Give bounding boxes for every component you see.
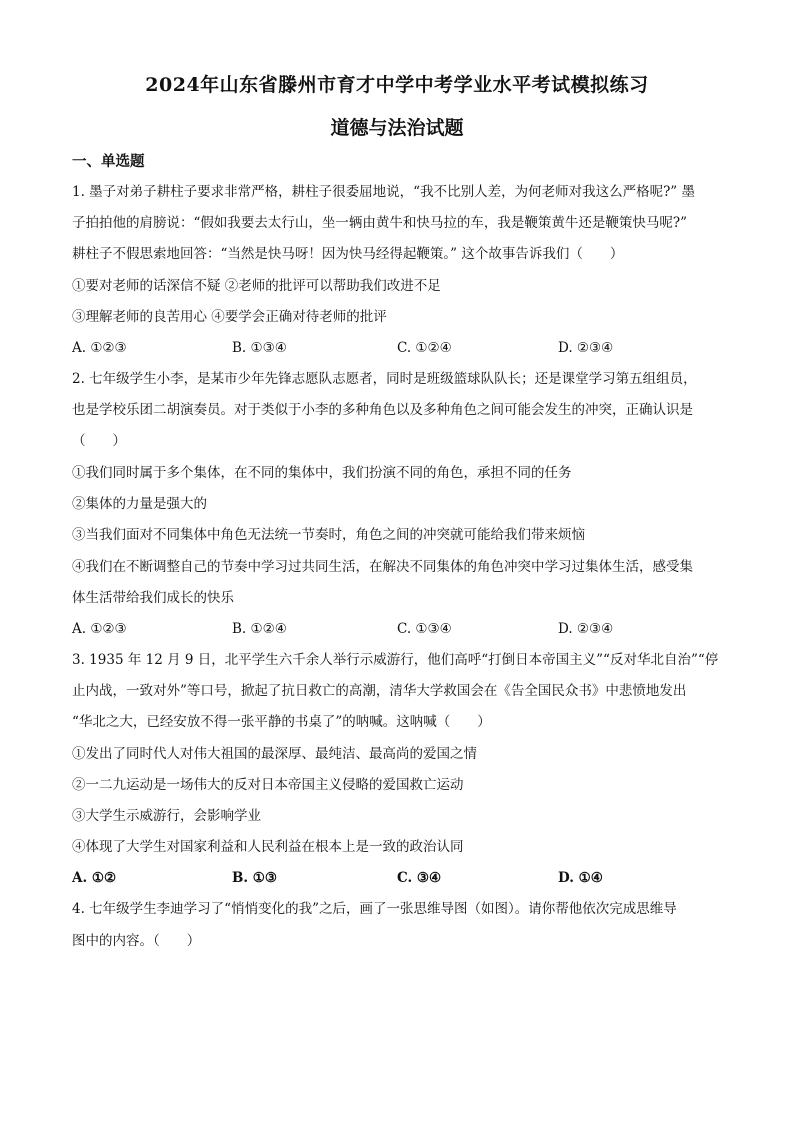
- q2-stem-line: 也是学校乐团二胡演奏员。对于类似于小李的多种角色以及多种角色之间可能会发生的冲突，正确认识是: [72, 402, 693, 418]
- q3-stem-line: 3. 1935 年 12 月 9 日，北平学生六千余人举行示威游行，他们高呼“打倒日本帝国主义”“反对华北自治”“停: [72, 652, 719, 668]
- q3-option-b[interactable]: B. ①③: [232, 870, 278, 886]
- q2-stem-line: 2. 七年级学生小李，是某市少年先锋志愿队志愿者，同时是班级篮球队队长；还是课堂学习第五组组员，: [72, 371, 697, 387]
- q1-option-d[interactable]: D. ②③④: [558, 340, 614, 356]
- q2-option-d[interactable]: D. ②③④: [558, 621, 614, 637]
- q1-option-c[interactable]: C. ①②④: [397, 340, 452, 356]
- q2-choice-line: ④我们在不断调整自己的节奏中学习过共同生活，在解决不同集体的角色冲突中学习过集体生活，感受集: [72, 559, 693, 575]
- q1-choice-line: ①要对老师的话深信不疑 ②老师的批评可以帮助我们改进不足: [72, 278, 441, 294]
- q2-stem-line: （ ）: [72, 433, 126, 449]
- q2-choice-line: ①我们同时属于多个集体，在不同的集体中，我们扮演不同的角色，承担不同的任务: [72, 465, 572, 481]
- q3-choice-line: ④体现了大学生对国家利益和人民利益在根本上是一致的政治认同: [72, 839, 464, 855]
- q2-option-b[interactable]: B. ①②④: [232, 621, 287, 637]
- q2-option-a[interactable]: A. ①②③: [72, 621, 127, 637]
- q2-choice-line: ②集体的力量是强大的: [72, 496, 207, 512]
- q3-option-d[interactable]: D. ①④: [558, 870, 603, 886]
- q3-choice-line: ③大学生示威游行，会影响学业: [72, 808, 261, 824]
- section-title: 一、单选题: [72, 153, 145, 170]
- q3-options: [72, 868, 732, 888]
- q2-choice-line: ③当我们面对不同集体中角色无法统一节奏时，角色之间的冲突就可能给我们带来烦恼: [72, 527, 585, 543]
- exam-title: 2024年山东省滕州市育才中学中考学业水平考试模拟练习: [145, 74, 649, 96]
- q1-option-a[interactable]: A. ①②③: [72, 340, 127, 356]
- q1-options: [72, 338, 732, 358]
- q2-options: [72, 619, 732, 639]
- exam-subtitle: 道德与法治试题: [330, 117, 464, 139]
- q3-choice-line: ②一二九运动是一场伟大的反对日本帝国主义侵略的爱国救亡运动: [72, 777, 464, 793]
- q1-option-b[interactable]: B. ①③④: [232, 340, 287, 356]
- q3-choice-line: ①发出了同时代人对伟大祖国的最深厚、最纯洁、最高尚的爱国之情: [72, 746, 477, 762]
- q4-stem-line: 图中的内容。（ ）: [72, 933, 201, 949]
- q1-stem-line: 1. 墨子对弟子耕柱子要求非常严格，耕柱子很委屈地说，“我不比别人差，为何老师对我这么严格呢?” 墨: [72, 184, 696, 200]
- q3-stem-line: 止内战，一致对外”等口号，掀起了抗日救亡的高潮，清华大学救国会在《告全国民众书》中悲愤地发出: [72, 683, 687, 699]
- q1-stem-line: 子拍拍他的肩膀说：“假如我要去太行山，坐一辆由黄牛和快马拉的车，我是鞭策黄牛还是鞭策快马呢?”: [72, 215, 688, 231]
- q1-stem-line: 耕柱子不假思索地回答：“当然是快马呀！因为快马经得起鞭策。” 这个故事告诉我们（ ）: [72, 246, 624, 262]
- q2-choice-line: 体生活带给我们成长的快乐: [72, 590, 234, 606]
- q4-stem-line: 4. 七年级学生李迪学习了“悄悄变化的我”之后，画了一张思维导图（如图）。请你帮他依次完成思维导: [72, 901, 677, 917]
- q1-choice-line: ③理解老师的良苦用心 ④要学会正确对待老师的批评: [72, 309, 387, 325]
- q3-stem-line: “华北之大，已经安放不得一张平静的书桌了”的呐喊。这呐喊（ ）: [72, 714, 491, 730]
- q2-option-c[interactable]: C. ①③④: [397, 621, 452, 637]
- q3-option-a[interactable]: A. ①②: [72, 870, 117, 886]
- q3-option-c[interactable]: C. ③④: [397, 870, 442, 886]
